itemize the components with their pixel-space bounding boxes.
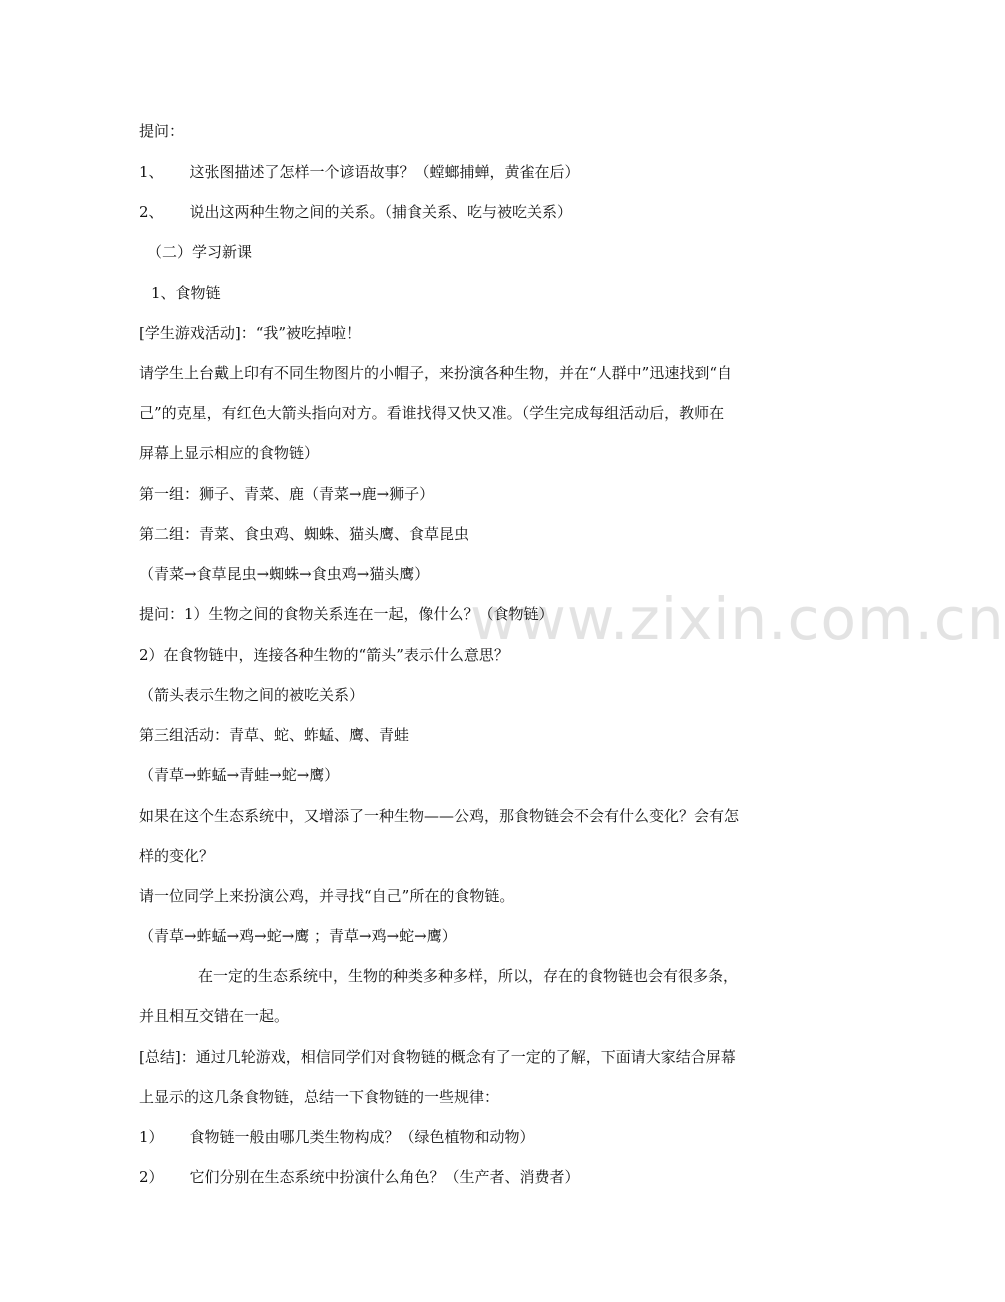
question-line: 2）在食物链中，连接各种生物的“箭头”表示什么意思？ [139, 646, 509, 664]
group-two: 第二组：青菜、食虫鸡、蜘蛛、猫头鹰、食草昆虫 [139, 525, 470, 543]
question-item-2 [139, 202, 572, 222]
paragraph-line: 请学生上台戴上印有不同生物图片的小帽子，来扮演各种生物，并在“人群中”迅速找到“自 [139, 364, 733, 382]
section-heading: （二）学习新课 [147, 243, 253, 261]
paragraph-line: 请一位同学上来扮演公鸡，并寻找“自己”所在的食物链。 [139, 887, 515, 905]
group-three: 第三组活动：青草、蛇、蚱蜢、鹰、青蛙 [139, 726, 410, 744]
question-line: 提问：1）生物之间的食物关系连在一起，像什么？（食物链） [139, 605, 554, 623]
summary-item-2-text: 它们分别在生态系统中扮演什么角色？（生产者、消费者） [189, 1168, 580, 1186]
question-heading: 提问： [139, 122, 185, 140]
activity-title: [学生游戏活动]：“我”被吃掉啦！ [139, 324, 362, 342]
summary-item-1-number: 1） [139, 1128, 164, 1146]
summary-item-1-text: 食物链一般由哪几类生物构成？（绿色植物和动物） [189, 1128, 535, 1146]
summary-item-2-number: 2） [139, 1168, 164, 1186]
paragraph-line: 样的变化？ [139, 847, 215, 865]
question-item-1-number: 1、 [139, 163, 164, 181]
paragraph-line: 如果在这个生态系统中，又增添了一种生物——公鸡，那食物链会不会有什么变化？会有怎 [139, 807, 740, 825]
question-item-1-text: 这张图描述了怎样一个谚语故事？（螳螂捕蝉，黄雀在后） [189, 163, 580, 181]
answer-line: （箭头表示生物之间的被吃关系） [139, 686, 365, 704]
paragraph-line: 在一定的生态系统中，生物的种类多种多样，所以，存在的食物链也会有很多条， [198, 967, 739, 985]
question-item-2-number: 2、 [139, 203, 164, 221]
paragraph-line: 屏幕上显示相应的食物链） [139, 444, 320, 462]
paragraph-line: 己”的克星，有红色大箭头指向对方。看谁找得又快又准。（学生完成每组活动后，教师在 [139, 404, 725, 422]
summary-line: [总结]：通过几轮游戏，相信同学们对食物链的概念有了一定的了解，下面请大家结合屏幕 [139, 1048, 736, 1066]
watermark: www.zixin.com.cn [470, 585, 1005, 653]
group-one: 第一组：狮子、青菜、鹿（青菜→鹿→狮子） [139, 485, 435, 503]
paragraph-line: 并且相互交错在一起。 [139, 1007, 290, 1025]
food-chain-rooster: （青草→蚱蜢→鸡→蛇→鹰 ；青草→鸡→蛇→鹰） [139, 927, 457, 945]
food-chain-two: （青菜→食草昆虫→蜘蛛→食虫鸡→猫头鹰） [139, 565, 430, 583]
subsection-heading: 1、食物链 [151, 284, 221, 302]
summary-item-1 [139, 1127, 535, 1147]
question-item-2-text: 说出这两种生物之间的关系。（捕食关系、吃与被吃关系） [189, 203, 573, 221]
summary-item-2 [139, 1167, 580, 1187]
summary-line: 上显示的这几条食物链，总结一下食物链的一些规律： [139, 1088, 500, 1106]
food-chain-three: （青草→蚱蜢→青蛙→蛇→鹰） [139, 766, 340, 784]
question-item-1 [139, 162, 580, 182]
